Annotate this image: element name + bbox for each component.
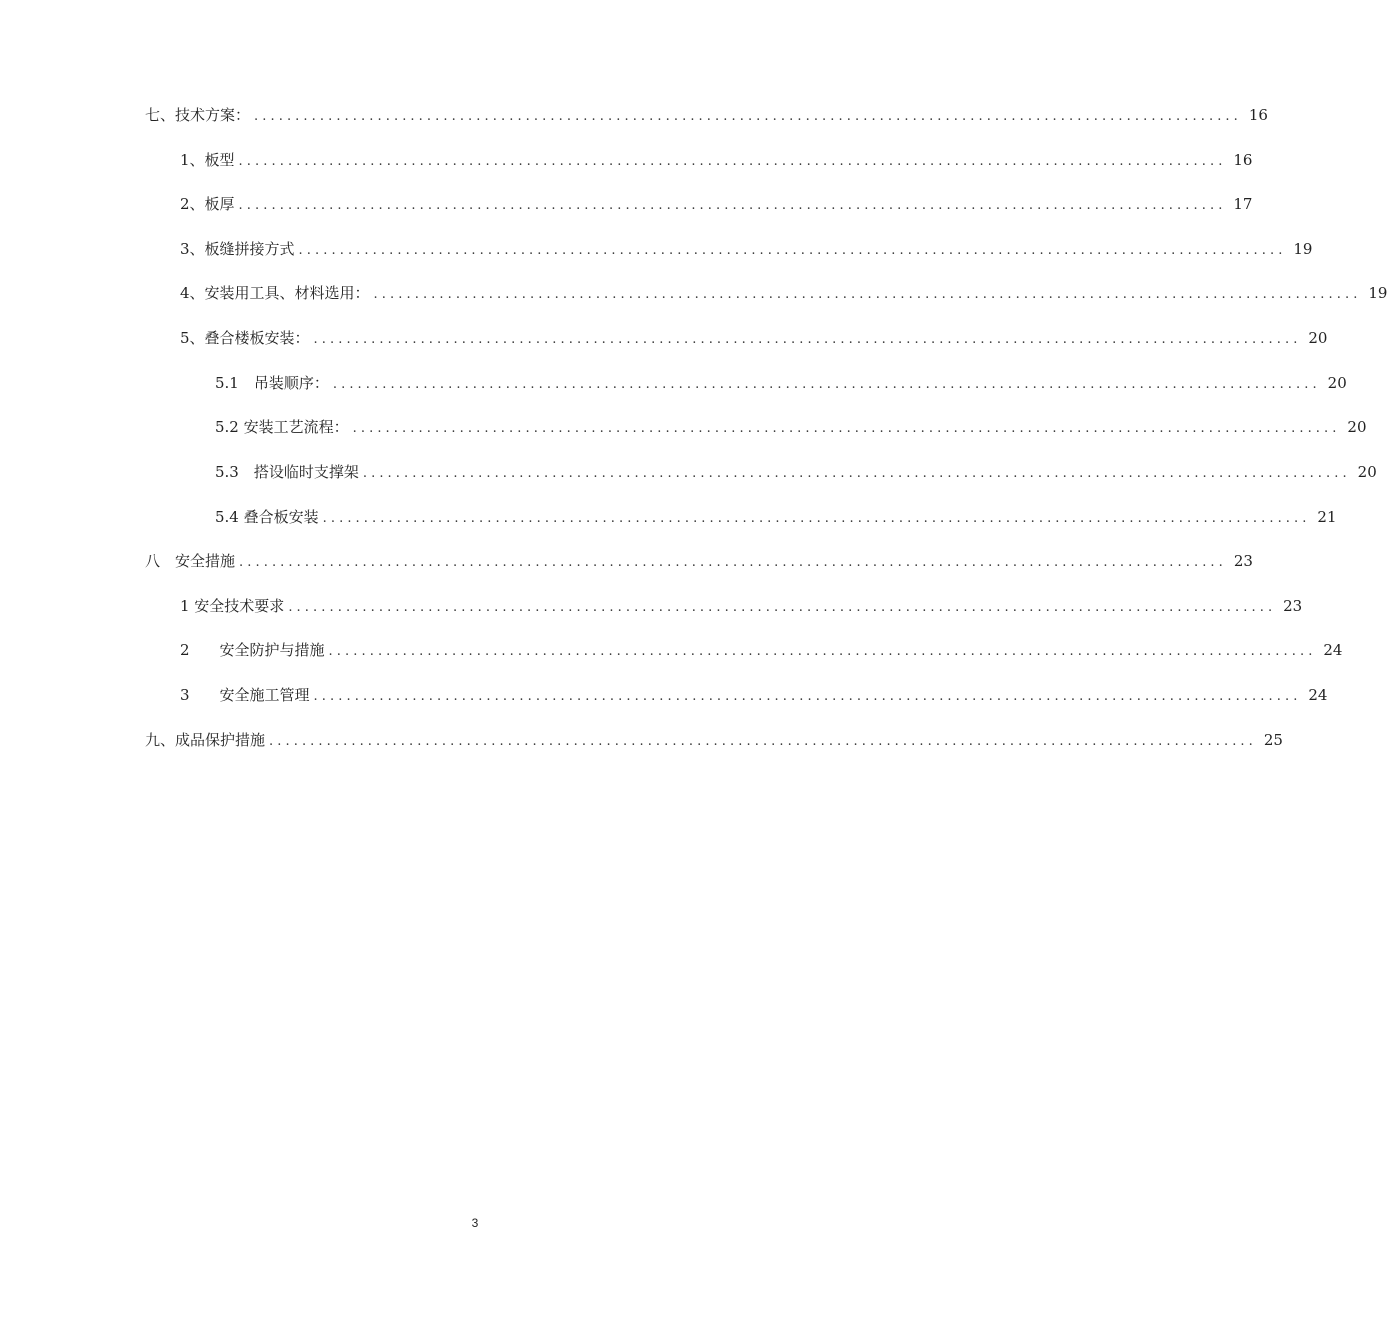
toc-entry-label: 5.1 吊装顺序： (215, 374, 329, 392)
toc-dot-leader: ........................................................................................................................ (332, 377, 1321, 392)
toc-entry-label: 3 安全施工管理 (180, 686, 310, 704)
toc-dot-leader: ........................................................................................................................ (313, 332, 1302, 347)
toc-entry-label: 5.2 安装工艺流程： (215, 418, 349, 436)
toc-entry[interactable] (180, 326, 1328, 350)
toc-entry-label: 八 安全措施 (145, 552, 236, 570)
toc-dot-leader: ........................................................................................................................ (352, 421, 1341, 436)
page-number: 3 (471, 1216, 479, 1230)
toc-entry-page: 16 (1248, 106, 1268, 124)
toc-entry-label: 九、成品保护措施 (145, 731, 266, 749)
toc-entry-page: 19 (1368, 284, 1387, 302)
toc-entry-label: 5.3 搭设临时支撑架 (215, 463, 359, 481)
toc-dot-leader: ........................................................................................................................ (288, 600, 1277, 615)
toc-entry-label: 2、板厚 (180, 195, 235, 213)
toc-entry-page: 25 (1263, 731, 1283, 749)
toc-entry-page: 20 (1347, 418, 1367, 436)
toc-entry-label: 5.4 叠合板安装 (215, 508, 319, 526)
toc-dot-leader: ........................................................................................................................ (238, 154, 1227, 169)
toc-dot-leader: ........................................................................................................................ (328, 644, 1317, 659)
toc-entry-page: 20 (1308, 329, 1328, 347)
toc-entry[interactable] (180, 237, 1313, 261)
toc-entry-page: 20 (1327, 374, 1347, 392)
toc-entry[interactable] (215, 415, 1367, 439)
toc-entry-page: 16 (1233, 151, 1253, 169)
toc-entry[interactable] (145, 549, 1253, 573)
toc-dot-leader: ........................................................................................................................ (239, 555, 1227, 570)
toc-dot-leader: ........................................................................................................................ (362, 466, 1351, 481)
toc-entry[interactable] (215, 371, 1347, 395)
toc-dot-leader: ........................................................................................................................ (269, 734, 1257, 749)
toc-entry[interactable] (180, 594, 1303, 618)
toc-dot-leader: ........................................................................................................................ (313, 689, 1302, 704)
toc-entry[interactable] (215, 505, 1337, 529)
toc-entry-page: 23 (1233, 552, 1253, 570)
toc-entry[interactable] (180, 192, 1253, 216)
toc-entry-page: 20 (1357, 463, 1377, 481)
toc-entry-page: 21 (1317, 508, 1337, 526)
toc-entry-page: 17 (1233, 195, 1253, 213)
toc-entry[interactable] (180, 281, 1387, 305)
toc-entry[interactable] (215, 460, 1377, 484)
toc-dot-leader: ........................................................................................................................ (322, 511, 1311, 526)
toc-entry[interactable] (145, 728, 1283, 752)
toc-entry-label: 七、技术方案： (145, 106, 251, 124)
toc-entry-label: 1 安全技术要求 (180, 597, 285, 615)
toc-dot-leader: ........................................................................................................................ (254, 109, 1242, 124)
toc-entry-label: 1、板型 (180, 151, 235, 169)
toc-entry-label: 3、板缝拼接方式 (180, 240, 295, 258)
toc-entry-label: 5、叠合楼板安装： (180, 329, 310, 347)
toc-entry-page: 23 (1283, 597, 1303, 615)
toc-entry-page: 24 (1323, 641, 1343, 659)
toc-entry[interactable] (180, 638, 1343, 662)
toc-entry-page: 19 (1293, 240, 1313, 258)
toc-entry[interactable] (180, 683, 1328, 707)
toc-dot-leader: ........................................................................................................................ (238, 198, 1227, 213)
toc-entry[interactable] (180, 148, 1253, 172)
toc-entry-page: 24 (1308, 686, 1328, 704)
toc-dot-leader: ........................................................................................................................ (373, 287, 1362, 302)
toc-entry-label: 4、安装用工具、材料选用： (180, 284, 370, 302)
toc-dot-leader: ........................................................................................................................ (298, 243, 1287, 258)
toc-entry-label: 2 安全防护与措施 (180, 641, 325, 659)
toc-entry[interactable] (145, 103, 1268, 127)
